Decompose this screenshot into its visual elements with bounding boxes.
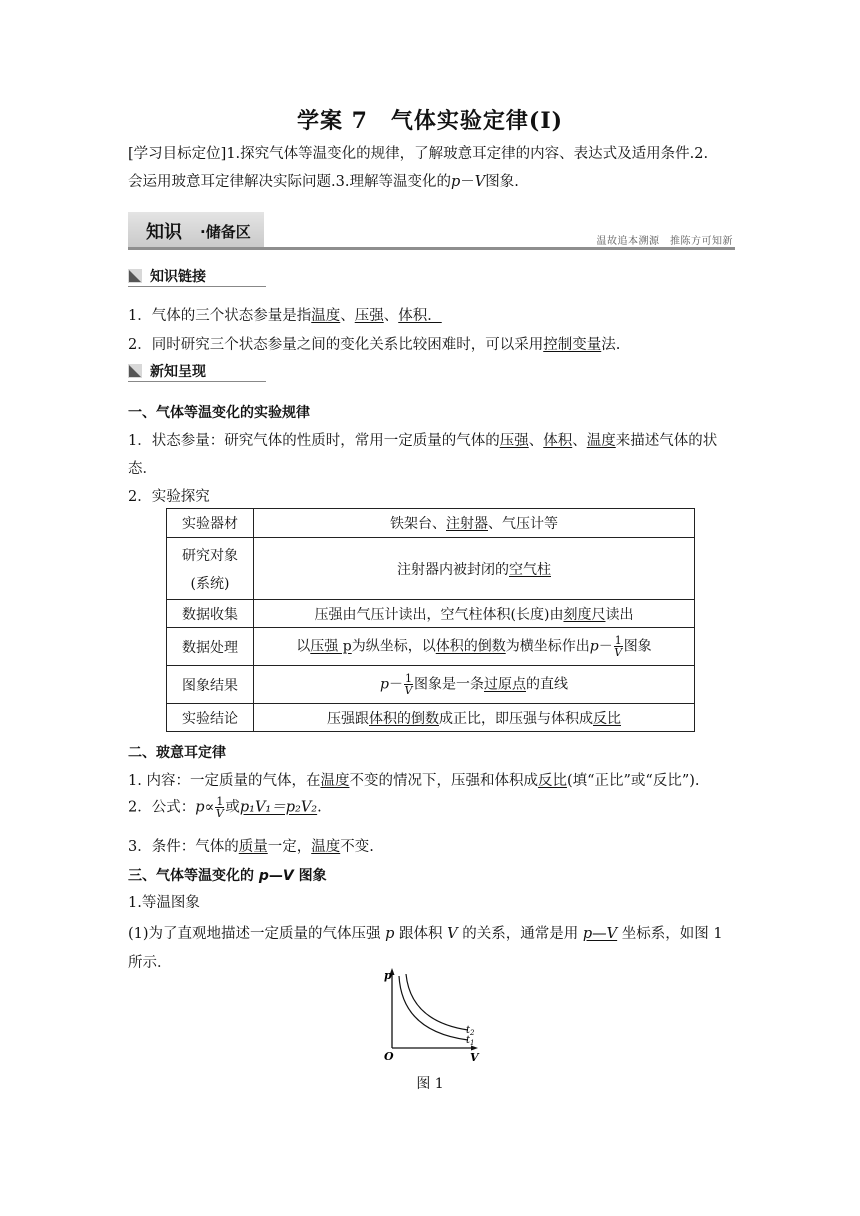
x-axis-label: V: [470, 1051, 479, 1064]
subheading-label: 知识链接: [150, 269, 206, 285]
banner-subtitle: ·储备区: [200, 223, 251, 241]
table-key: 实验结论: [167, 704, 254, 732]
table-value: 铁架台、注射器、气压计等: [254, 509, 695, 538]
subheading-new-knowledge: [128, 361, 268, 383]
link-item-2: 2．同时研究三个状态参量之间的变化关系比较困难时，可以采用控制变量法.: [128, 337, 621, 353]
table-row: [167, 628, 695, 666]
table-row: [167, 704, 695, 732]
table-value: 注射器内被封闭的空气柱: [254, 538, 695, 600]
boyle-condition: 3．条件：气体的质量一定，温度不变.: [128, 839, 374, 855]
isotherm-curve-t2: [406, 974, 468, 1030]
corner-marker-icon: [128, 364, 142, 378]
section-banner: [128, 212, 735, 250]
subheading-rule: [128, 286, 266, 287]
curve-label-t1: $t_1$: [466, 1035, 475, 1047]
part-2-title: 二、玻意耳定律: [128, 745, 226, 761]
subheading-rule: [128, 381, 266, 382]
isotherm-description-line-1: (1)为了直观地描述一定质量的气体压强 p 跟体积 V 的关系，通常是用 p—V 坐标系，如图 1: [128, 926, 723, 942]
fraction: $\frac{1}{V}$: [215, 795, 224, 820]
link-item-1: 1．气体的三个状态参量是指温度、压强、体积．: [128, 308, 442, 324]
part-1-title: 一、气体等温变化的实验规律: [128, 405, 310, 421]
table-row: [167, 538, 695, 600]
banner-motto: 温故追本溯源 推陈方可知新: [596, 236, 733, 247]
state-params-line-1: 1．状态参量：研究气体的性质时，常用一定质量的气体的压强、体积、温度来描述气体的状: [128, 433, 718, 449]
y-axis-label: p: [384, 969, 392, 982]
isotherm-description-line-2: 所示．: [128, 955, 172, 971]
table-key: 数据处理: [167, 628, 254, 666]
table-value: p－ $\frac{1}{V}$ 图象是一条过原点的直线: [254, 666, 695, 704]
fraction: $\frac{1}{V}$: [404, 672, 413, 697]
isotherm-subheading: 1.等温图象: [128, 895, 200, 911]
boyle-formula: 2．公式：p∝ $\frac{1}{V}$ 或p₁V₁＝p₂V₂.: [128, 795, 322, 820]
table-row: [167, 666, 695, 704]
pv-isotherm-figure: [380, 966, 485, 1064]
table-row: [167, 600, 695, 628]
table-key: 图象结果: [167, 666, 254, 704]
banner-title: 知识: [146, 222, 182, 243]
state-params-line-2: 态．: [128, 461, 157, 477]
page-title: 学案 7 气体实验定律(Ⅰ): [296, 108, 564, 134]
experiment-table: [166, 508, 695, 732]
part-3-title: 三、气体等温变化的 p—V 图象: [128, 868, 327, 884]
table-key: 研究对象 (系统): [167, 538, 254, 600]
experiment-heading: 2．实验探究: [128, 489, 210, 505]
origin-label: O: [384, 1050, 394, 1063]
table-value: 压强跟体积的倒数成正比，即压强与体积成反比: [254, 704, 695, 732]
curve-label-t2: $t_2$: [466, 1025, 475, 1037]
table-row: [167, 509, 695, 538]
isotherm-curve-t1: [399, 976, 468, 1040]
subheading-knowledge-link: [128, 266, 268, 288]
objectives-line-2: 会运用玻意耳定律解决实际问题.3.理解等温变化的p－V图象.: [128, 174, 519, 190]
corner-marker-icon: [128, 269, 142, 283]
table-value: 以压强 p为纵坐标，以体积的倒数为横坐标作出p－ $\frac{1}{V}$ 图象: [254, 628, 695, 666]
fraction: $\frac{1}{V}$: [614, 634, 623, 659]
objectives-line-1: [学习目标定位]1.探究气体等温变化的规律，了解玻意耳定律的内容、表达式及适用条件.2.: [128, 146, 709, 162]
banner-rule: [128, 247, 735, 250]
figure-caption: 图 1: [416, 1076, 444, 1092]
table-key: 实验器材: [167, 509, 254, 538]
subheading-label: 新知呈现: [150, 364, 206, 380]
table-key: 数据收集: [167, 600, 254, 628]
boyle-content: 1. 内容：一定质量的气体，在温度不变的情况下，压强和体积成反比(填“正比”或“反比”).: [128, 773, 700, 789]
table-value: 压强由气压计读出，空气柱体积(长度)由刻度尺读出: [254, 600, 695, 628]
